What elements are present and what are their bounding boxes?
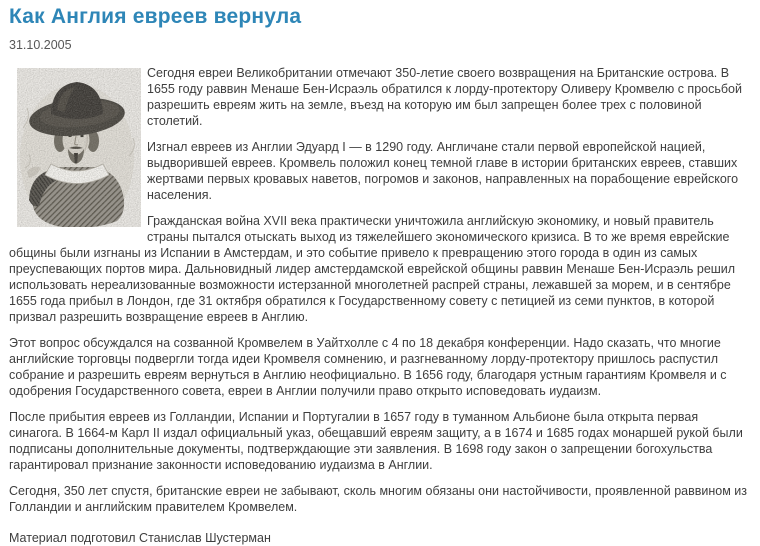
article-paragraph: Сегодня евреи Великобритании отмечают 350-летие своего возвращения на Британские острова. В 1655 году раввин Менаше Бен-Исраэль обратился к лорду-протектору Оливеру Кромвелю с просьбой разрешить евреям жить на земле, въезд на которую им был запрещен более трех с половиной столетий.: [147, 66, 742, 128]
article-paragraph: Этот вопрос обсуждался на созванной Кромвелем в Уайтхолле с 4 по 18 декабря конференции. Надо сказать, что многие английские торговцы подвергли тогда идеи Кромвеля сомнению, и разгневанному лорду-протектору пришлось распустил собрание и разрешить евреям вернуться в Англию неофициально. В 1656 году, благодаря устным гарантиям Кромвеля и с одобрения Государственного совета, евреи в Англии получили право открыто исповедовать иудаизм.: [9, 336, 727, 398]
article-paragraph: Изгнал евреев из Англии Эдуард I — в 1290 году. Англичане стали первой европейской нацией, выдворившей евреев. Кромвель положил конец темной главе в истории британских евреев, ставших жертвами первых кровавых наветов, погромов и законов, направленных на порабощение еврейского населения.: [147, 140, 739, 202]
article-paragraph: После прибытия евреев из Голландии, Испании и Португалии в 1657 году в туманном Альбионе была открыта первая синагога. В 1664-м Карл II издал официальный указ, обещавший евреям защиту, а в 1674 и 1685 годах монаршей рукой были подписаны дополнительные документы, подтверждающие эти заявления. В 1698 году закон о запрещении богохульства гарантировал признание законности исповедованию иудаизма в Англии.: [9, 410, 743, 472]
article-paragraph: Гражданская война XVII века практически уничтожила английскую экономику, и новый правитель страны пытался отыскать выход из тяжелейшего экономического кризиса. В то же время еврейские общины были изгнаны из Испании в Амстердам, и это событие привело к превращению этого города в один из самых преуспевающих портов мира. Дальновидный лидер амстердамской еврейской общины раввин Менаше Бен-Исраэль решил использовать нереализованные возможности истерзанной многолетней распрей страны, лежавшей за морем, и в сентябре 1655 года прибыл в Лондон, где 31 октября обратился к Государственному совету с петицией из семи пунктов, в которой призвал разрешить возвращение евреев в Англию.: [9, 214, 736, 324]
article-paragraph: Сегодня, 350 лет спустя, британские евреи не забывают, сколь многим обязаны они настойчивости, проявленной раввином из Голландии и английским правителем Кромвелем.: [9, 484, 747, 514]
portrait-engraving-image: [17, 68, 141, 227]
article-body: [9, 65, 752, 546]
page-title: Как Англия евреев вернула: [9, 5, 302, 28]
article-author-credit: Материал подготовил Станислав Шустерман: [9, 531, 271, 545]
article-date: 31.10.2005: [9, 38, 72, 52]
